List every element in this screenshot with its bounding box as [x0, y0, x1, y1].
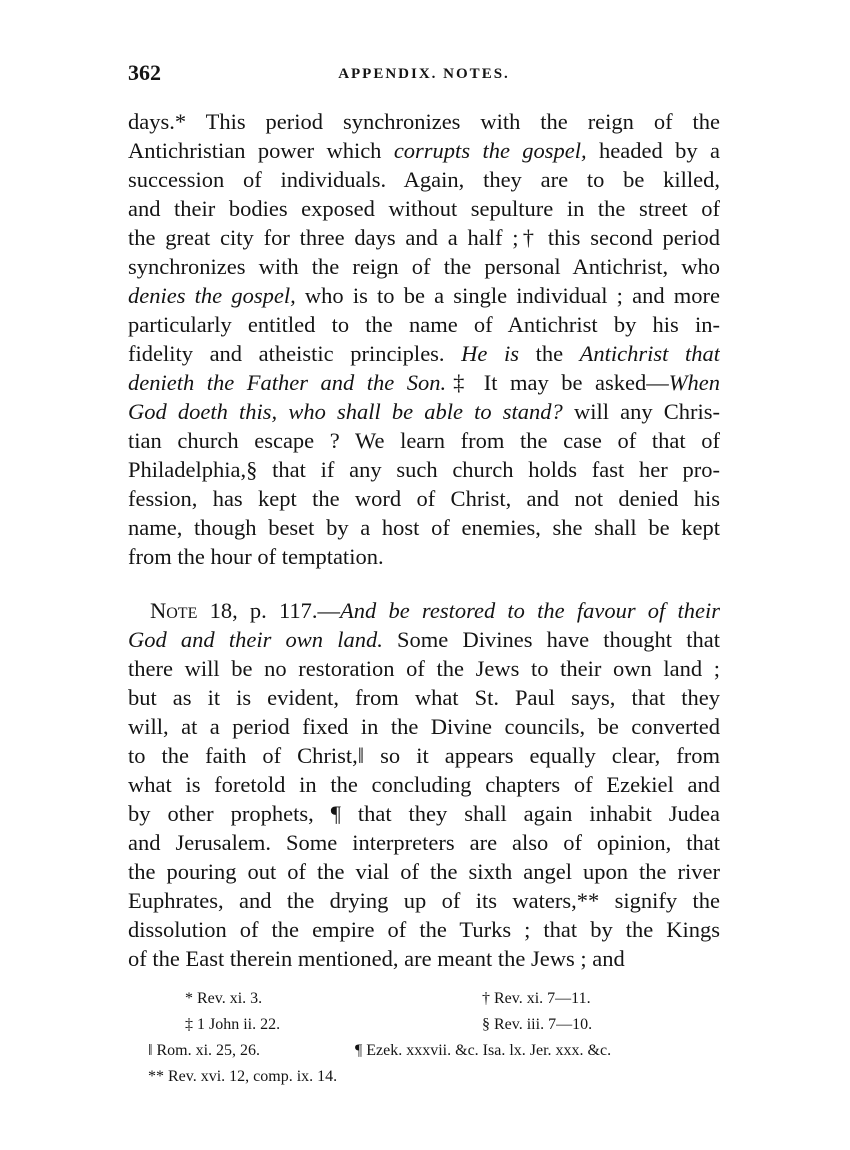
text-line [128, 625, 720, 654]
footnote-parallel: ‖ Rom. xi. 25, 26. [148, 1042, 261, 1059]
text-segment: particularly entitled to the name of Antichrist by his in- [128, 312, 720, 337]
running-title: APPENDIX. NOTES. [338, 66, 510, 82]
italic-text: Antichrist that [579, 341, 720, 366]
page-header [128, 60, 720, 90]
italic-text: When [668, 370, 720, 395]
text-line [128, 223, 720, 252]
text-segment: there will be no restoration of the Jews to their own land ; [128, 656, 720, 681]
text-segment: and Jerusalem. Some interpreters are also of opinion, that [128, 830, 720, 855]
text-segment: the pouring out of the vial of the sixth angel upon the river [128, 859, 720, 884]
text-segment: headed by a [586, 138, 720, 163]
text-segment: will, at a period fixed in the Divine councils, be converted [128, 714, 720, 739]
text-line [128, 886, 720, 915]
text-segment: Antichristian power which [128, 138, 394, 163]
text-line [128, 281, 720, 310]
footnote-pilcrow: ¶ Ezek. xxxvii. &c. Isa. lx. Jer. xxx. &c. [355, 1042, 612, 1059]
text-line [128, 194, 720, 223]
text-line [128, 397, 720, 426]
italic-text: God doeth this, who shall be able to stand? [128, 399, 563, 424]
text-segment: 18, p. 117.— [197, 598, 341, 623]
text-line [128, 944, 720, 973]
paragraph-appendix-text [128, 107, 720, 571]
italic-text: denies the gospel, [128, 283, 296, 308]
text-segment: who is to be a single individual ; and more [295, 283, 720, 308]
text-segment: succession of individuals. Again, they are to be killed, [128, 167, 720, 192]
italic-text: corrupts the gospel, [393, 138, 587, 163]
text-line [128, 484, 720, 513]
page-number: 362 [128, 60, 161, 85]
text-line [128, 799, 720, 828]
text-line [128, 426, 720, 455]
paragraph-note-18 [128, 596, 720, 973]
footnote-double-star: ** Rev. xvi. 12, comp. ix. 14. [148, 1068, 338, 1085]
text-segment: to the faith of Christ,‖ so it appears equally clear, from [128, 743, 720, 768]
text-segment: and their bodies exposed without sepulture in the street of [128, 196, 720, 221]
text-segment: Some Divines have thought that [382, 627, 720, 652]
text-segment: dissolution of the empire of the Turks ; that by the Kings [128, 917, 720, 942]
text-line [128, 857, 720, 886]
text-line [128, 165, 720, 194]
text-line [128, 712, 720, 741]
footnote-double-dagger: ‡ 1 John ii. 22. [185, 1016, 281, 1033]
text-segment: what is foretold in the concluding chapters of Ezekiel and [128, 772, 720, 797]
text-line [128, 513, 720, 542]
text-segment: fession, has kept the word of Christ, and not denied his [128, 486, 720, 511]
text-line [128, 542, 720, 571]
text-segment: synchronizes with the reign of the personal Antichrist, who [128, 254, 720, 279]
text-line [128, 654, 720, 683]
text-line [128, 107, 720, 136]
text-segment: ‡ It may be asked— [446, 370, 669, 395]
text-segment: Philadelphia,§ that if any such church holds fast her pro- [128, 457, 720, 482]
italic-text: denieth the Father and the Son. [128, 370, 447, 395]
text-segment: but as it is evident, from what St. Paul says, that they [128, 685, 720, 710]
text-line [128, 136, 720, 165]
text-segment: fidelity and atheistic principles. [128, 341, 462, 366]
text-segment: tian church escape ? We learn from the case of that of [128, 428, 720, 453]
text-line [128, 828, 720, 857]
footnote-dagger: † Rev. xi. 7—11. [482, 990, 591, 1007]
footnote-star: * Rev. xi. 3. [185, 990, 263, 1007]
footnote-section: § Rev. iii. 7—10. [482, 1016, 593, 1033]
text-line [128, 455, 720, 484]
text-line [128, 252, 720, 281]
text-line [128, 683, 720, 712]
text-line [128, 339, 720, 368]
italic-text: God and their own land. [128, 627, 383, 652]
text-segment: by other prophets, ¶ that they shall again inhabit Judea [128, 801, 720, 826]
text-segment: from the hour of temptation. [128, 544, 384, 569]
text-segment: name, though beset by a host of enemies, she shall be kept [128, 515, 720, 540]
text-segment: of the East therein mentioned, are meant the Jews ; and [128, 946, 625, 971]
text-segment: Note [150, 598, 198, 623]
text-line [128, 741, 720, 770]
text-segment: Euphrates, and the drying up of its waters,** signify the [128, 888, 720, 913]
text-line [128, 368, 720, 397]
italic-text: And be restored to the favour of their [340, 598, 720, 623]
text-line [128, 770, 720, 799]
text-segment: will any Chris- [562, 399, 720, 424]
text-line [128, 915, 720, 944]
italic-text: He is [461, 341, 519, 366]
text-line [128, 596, 720, 625]
text-segment: the great city for three days and a half ;† this second period [128, 225, 720, 250]
text-line [128, 310, 720, 339]
text-segment: days.* This period synchronizes with the reign of the [128, 109, 720, 134]
text-segment: the [519, 341, 580, 366]
